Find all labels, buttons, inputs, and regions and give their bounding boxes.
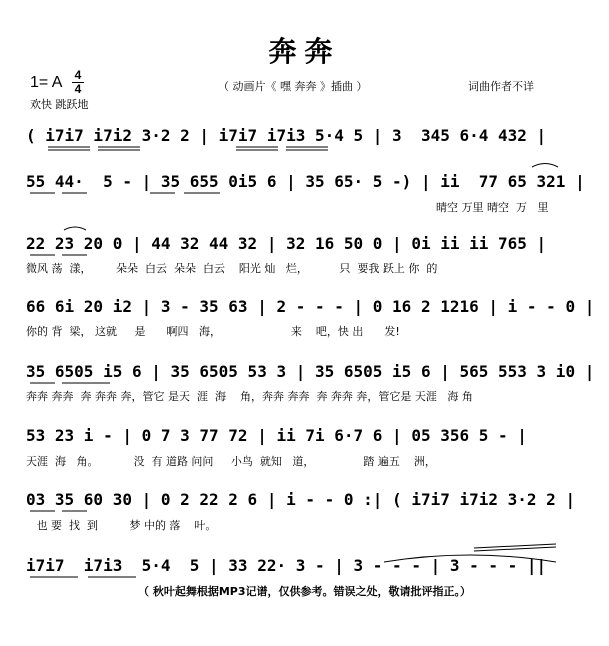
lyrics-row-3: 微风 荡 漾， 朵朵 白云 朵朵 白云 阳光 灿 烂， 只 要我 跃上 你 的 bbox=[26, 262, 438, 275]
tempo-marking: 欢快 跳跃地 bbox=[30, 98, 89, 111]
notation-row-8: i7i7 i7i3 5·4 5 | 33 22· 3 - | 3 - - - | 3 - - - || bbox=[26, 556, 547, 575]
lyrics-row-5: 奔奔 奔奔 奔 奔奔 奔，管它 是天 涯 海 角，奔奔 奔奔 奔 奔奔 奔，管它是 天涯 海 角 bbox=[26, 390, 473, 403]
notation-row-7: 03 35 60 30 | 0 2 22 2 6 | i - - 0 :| ( i7i7 i7i2 3·2 2 | bbox=[26, 490, 576, 509]
lyrics-row-7: 也 要 找 到 梦 中的 落 叶。 bbox=[26, 519, 217, 532]
lyrics-row-6: 天涯 海 角。 没 有 道路 问问 小鸟 就知 道， 踏 遍五 洲， bbox=[26, 455, 436, 468]
time-signature-bottom: 4 bbox=[74, 82, 82, 96]
transcription-note: （ 秋叶起舞根据MP3记谱，仅供参考。错误之处，敬请批评指正。） bbox=[138, 585, 471, 598]
notation-row-5: 35 6505 i5 6 | 35 6505 53 3 | 35 6505 i5 6 | 565 553 3 i0 | bbox=[26, 362, 595, 381]
lyrics-row-4: 你的 背 梁， 这就 是 啊四 海， 来 吧，快 出 发! bbox=[26, 325, 400, 338]
notation-row-3: 22 23 20 0 | 44 32 44 32 | 32 16 50 0 | 0i ii ii 765 | bbox=[26, 234, 547, 253]
notation-row-6: 53 23 i - | 0 7 3 77 72 | ii 7i 6·7 6 | 05 356 5 - | bbox=[26, 426, 527, 445]
song-credit: 词曲作者不详 bbox=[468, 80, 534, 93]
song-source: （ 动画片《 嘿 奔奔 》插曲 ） bbox=[218, 80, 368, 93]
notation-row-2: 55 44· 5 - | 35 655 0i5 6 | 35 65· 5 -) | ii 77 65 321 | bbox=[26, 172, 585, 191]
time-signature-top: 4 bbox=[74, 68, 82, 82]
lyrics-row-2: 晴空 万里 晴空 万 里 bbox=[436, 201, 549, 214]
song-title: 奔奔 bbox=[268, 35, 341, 68]
notation-row-4: 66 6i 20 i2 | 3 - 35 63 | 2 - - - | 0 16 2 1216 | i - - 0 | bbox=[26, 297, 595, 316]
notation-row-1: ( i7i7 i7i2 3·2 2 | i7i7 i7i3 5·4 5 | 3 345 6·4 432 | bbox=[26, 126, 547, 145]
key-signature: 1= A bbox=[30, 74, 63, 91]
